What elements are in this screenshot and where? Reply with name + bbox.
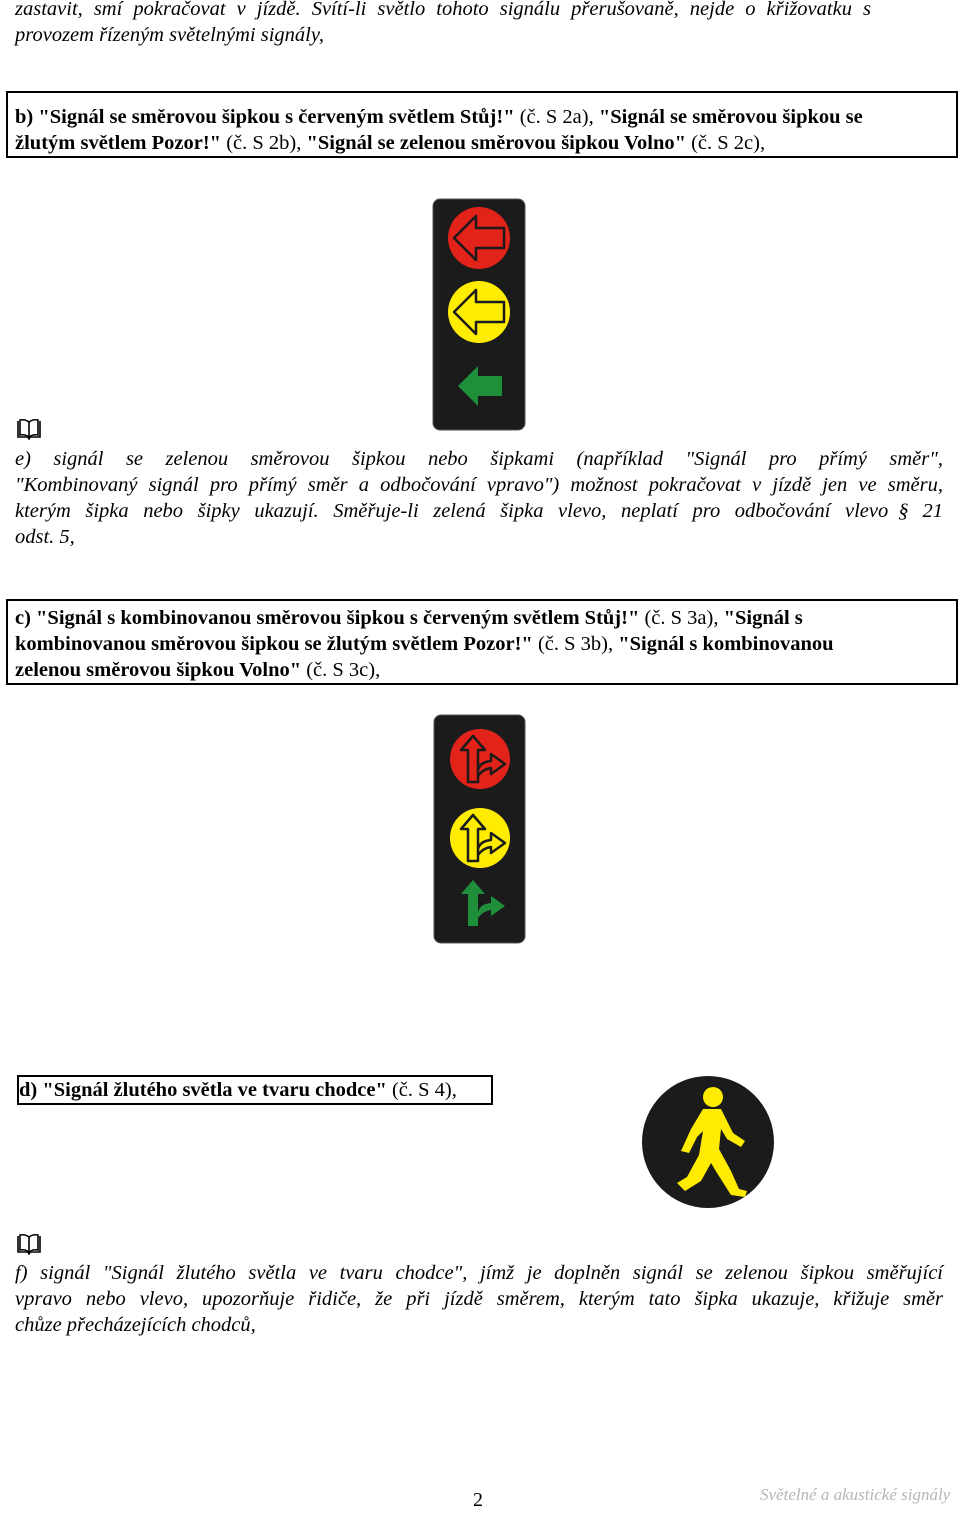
yellow-lamp <box>450 808 510 868</box>
traffic-light-s3 <box>433 714 526 944</box>
note-f-line-2: vpravo nebo vlevo, upozorňuje řidiče, že při jízdě směrem, kterým tato šipka ukazuje, křižuje směr <box>15 1288 943 1310</box>
section-c-line-2: kombinovanou směrovou šipkou se žlutým světlem Pozor!" (č. S 3b), "Signál s kombinovanou <box>15 633 834 655</box>
note-e-line-1: e) signál se zelenou směrovou šipkou nebo šipkami (například "Signál pro přímý směr", <box>15 448 943 470</box>
pedestrian-signal-s4 <box>641 1075 775 1209</box>
section-d-label: d) "Signál žlutého světla ve tvaru chodce" (č. S 4), <box>19 1079 457 1101</box>
note-e-line-4: odst. 5, <box>15 526 75 548</box>
book-icon <box>16 1233 42 1255</box>
section-c-line-1: c) "Signál s kombinovanou směrovou šipkou s červeným světlem Stůj!" (č. S 3a), "Signál s <box>15 607 803 629</box>
section-b-line-1: b) "Signál se směrovou šipkou s červeným světlem Stůj!" (č. S 2a), "Signál se směrovou šipkou se <box>15 106 863 128</box>
traffic-light-s2 <box>432 198 526 431</box>
running-title: Světelné a akustické signály <box>760 1485 951 1504</box>
page-number: 2 <box>473 1489 483 1511</box>
red-lamp <box>450 729 510 789</box>
section-b-line-2: žlutým světlem Pozor!" (č. S 2b), "Signál se zelenou směrovou šipkou Volno" (č. S 2c), <box>15 132 766 154</box>
note-e-line-3: kterým šipka nebo šipky ukazují. Směřuje-li zelená šipka vlevo, neplatí pro odbočování vlevo § 21 <box>15 500 943 522</box>
book-icon <box>16 418 42 440</box>
note-f-line-1: f) signál "Signál žlutého světla ve tvaru chodce", jímž je doplněn signál se zelenou šipkou směřující <box>15 1262 943 1284</box>
yellow-lamp <box>448 281 510 343</box>
top-text-line-1: zastavit, smí pokračovat v jízdě. Svítí-li světlo tohoto signálu přerušovaně, nejde o křižovatku s <box>15 0 871 20</box>
top-text-line-2: provozem řízeným světelnými signály, <box>15 24 324 46</box>
note-e-line-2: "Kombinovaný signál pro přímý směr a odbočování vpravo") možnost pokračovat v jízdě jen ve směru, <box>15 474 943 496</box>
note-f-line-3: chůze přecházejících chodců, <box>15 1314 256 1336</box>
red-lamp <box>448 207 510 269</box>
section-c-line-3: zelenou směrovou šipkou Volno" (č. S 3c), <box>15 659 381 681</box>
